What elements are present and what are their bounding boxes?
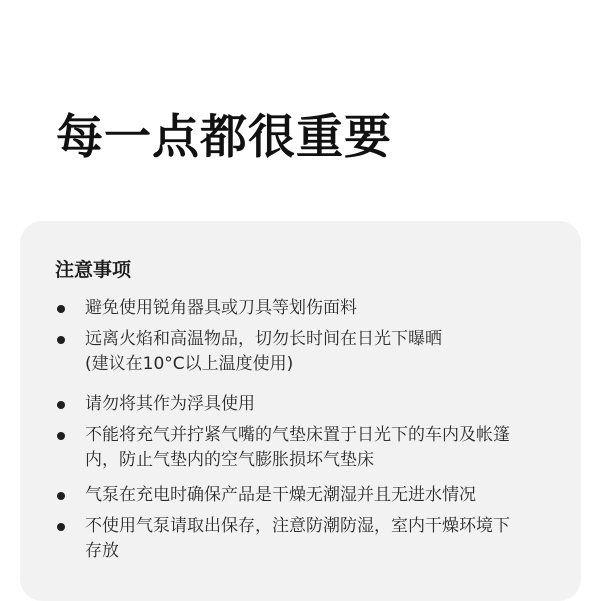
list-item bbox=[57, 392, 557, 417]
list-item bbox=[57, 296, 557, 321]
bullet-icon bbox=[57, 492, 65, 500]
notice-heading: 注意事项 bbox=[55, 259, 132, 281]
list-item-text: 内，防止气垫内的空气膨胀损坏气垫床 bbox=[85, 450, 374, 470]
list-item-text: 请勿将其作为浮具使用 bbox=[85, 394, 255, 414]
list-item-text: 不使用气泵请取出保存，注意防潮防湿，室内干燥环境下 bbox=[85, 516, 510, 536]
bullet-icon bbox=[57, 336, 65, 344]
bullet-icon bbox=[57, 305, 65, 313]
list-item bbox=[57, 514, 557, 564]
list-item-text: 远离火焰和高温物品，切勿长时间在日光下曝晒 bbox=[85, 329, 442, 349]
list-item-text: 存放 bbox=[85, 541, 119, 561]
bullet-icon bbox=[57, 401, 65, 409]
list-item-text: (建议在10°C以上温度使用) bbox=[85, 354, 294, 374]
list-item-text: 不能将充气并拧紧气嘴的气垫床置于日光下的车内及帐篷 bbox=[85, 425, 510, 445]
list-item-text: 气泵在充电时确保产品是干燥无潮湿并且无进水情况 bbox=[85, 485, 476, 505]
bullet-icon bbox=[57, 523, 65, 531]
list-item bbox=[57, 327, 557, 377]
notice-card bbox=[20, 221, 581, 601]
page-title: 每一点都很重要 bbox=[56, 110, 392, 165]
list-item bbox=[57, 423, 557, 473]
list-item bbox=[57, 483, 557, 508]
list-item-text: 避免使用锐角器具或刀具等划伤面料 bbox=[85, 298, 357, 318]
bullet-icon bbox=[57, 432, 65, 440]
